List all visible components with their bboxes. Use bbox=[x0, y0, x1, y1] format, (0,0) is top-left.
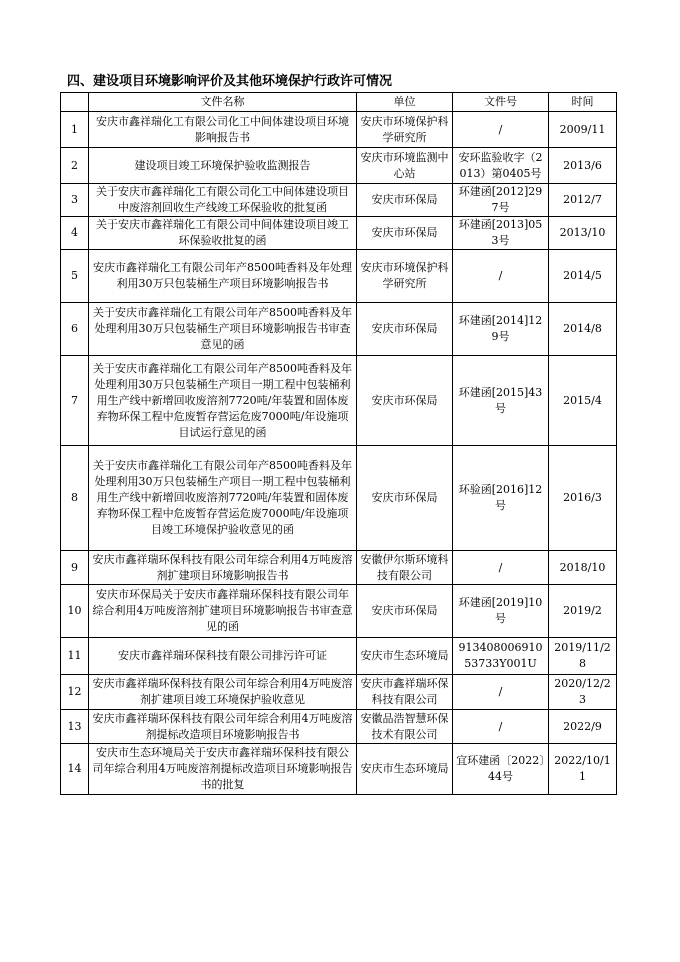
row-date: 2015/4 bbox=[549, 356, 617, 446]
section-heading: 四、建设项目环境影响评价及其他环境保护行政许可情况 bbox=[67, 74, 393, 89]
row-date: 2020/12/23 bbox=[549, 675, 617, 710]
table-row bbox=[61, 356, 617, 446]
table-row bbox=[61, 710, 617, 744]
table-body bbox=[61, 112, 617, 795]
row-file-name: 安庆市鑫祥瑞化工有限公司年产8500吨香料及年处理利用30万只包装桶生产项目环境影响报告书 bbox=[89, 250, 357, 303]
row-document-number: 环建函[2012]297号 bbox=[453, 184, 549, 217]
row-unit: 安庆市环保局 bbox=[357, 184, 453, 217]
table-row bbox=[61, 446, 617, 551]
table-row bbox=[61, 638, 617, 675]
row-date: 2012/7 bbox=[549, 184, 617, 217]
header-document-number: 文件号 bbox=[453, 93, 549, 112]
row-unit: 安徽品浩智慧环保技术有限公司 bbox=[357, 710, 453, 744]
table-row bbox=[61, 303, 617, 356]
row-document-number: 91340800691053733Y001U bbox=[453, 638, 549, 675]
row-date: 2022/9 bbox=[549, 710, 617, 744]
row-unit: 安庆市环境监测中心站 bbox=[357, 148, 453, 184]
row-document-number: 环建函[2014]129号 bbox=[453, 303, 549, 356]
row-date: 2019/11/28 bbox=[549, 638, 617, 675]
row-document-number: / bbox=[453, 551, 549, 585]
header-file-name: 文件名称 bbox=[89, 93, 357, 112]
row-unit: 安庆市环保局 bbox=[357, 217, 453, 250]
header-index bbox=[61, 93, 89, 112]
header-unit: 单位 bbox=[357, 93, 453, 112]
row-unit: 安庆市环保局 bbox=[357, 585, 453, 638]
row-date: 2014/5 bbox=[549, 250, 617, 303]
row-file-name: 建设项目竣工环境保护验收监测报告 bbox=[89, 148, 357, 184]
row-document-number: 环建函[2015]43号 bbox=[453, 356, 549, 446]
row-file-name: 安庆市鑫祥瑞环保科技有限公司年综合利用4万吨废溶剂扩建项目环境影响报告书 bbox=[89, 551, 357, 585]
row-index: 3 bbox=[61, 184, 89, 217]
row-document-number: 环建函[2013]053号 bbox=[453, 217, 549, 250]
row-unit: 安庆市生态环境局 bbox=[357, 744, 453, 795]
table-row bbox=[61, 675, 617, 710]
permits-table bbox=[60, 92, 617, 795]
row-document-number: 环建函[2019]10号 bbox=[453, 585, 549, 638]
row-document-number: 安环监验收字（2013）第0405号 bbox=[453, 148, 549, 184]
row-date: 2018/10 bbox=[549, 551, 617, 585]
row-file-name: 安庆市鑫祥瑞化工有限公司化工中间体建设项目环境影响报告书 bbox=[89, 112, 357, 148]
table-row bbox=[61, 217, 617, 250]
table-row bbox=[61, 551, 617, 585]
row-file-name: 关于安庆市鑫祥瑞化工有限公司年产8500吨香料及年处理利用30万只包装桶生产项目一期工程中包装桶利用生产线中新增回收废溶剂7720吨/年装置和固体废弃物环保工程中危废暂存营运危废7000吨/年设施项目竣工环境保护验收意见的函 bbox=[89, 446, 357, 551]
row-file-name: 关于安庆市鑫祥瑞化工有限公司年产8500吨香料及年处理利用30万只包装桶生产项目一期工程中包装桶利用生产线中新增回收废溶剂7720吨/年装置和固体废弃物环保工程中危废暂存营运危废7000吨/年设施项目试运行意见的函 bbox=[89, 356, 357, 446]
row-file-name: 安庆市鑫祥瑞环保科技有限公司排污许可证 bbox=[89, 638, 357, 675]
table-row bbox=[61, 250, 617, 303]
header-date: 时间 bbox=[549, 93, 617, 112]
row-document-number: / bbox=[453, 675, 549, 710]
row-file-name: 关于安庆市鑫祥瑞化工有限公司年产8500吨香料及年处理利用30万只包装桶生产项目环境影响报告书审查意见的函 bbox=[89, 303, 357, 356]
row-date: 2013/6 bbox=[549, 148, 617, 184]
row-unit: 安庆市环境保护科学研究所 bbox=[357, 250, 453, 303]
row-date: 2022/10/11 bbox=[549, 744, 617, 795]
row-unit: 安庆市环保局 bbox=[357, 356, 453, 446]
row-date: 2009/11 bbox=[549, 112, 617, 148]
table-row bbox=[61, 585, 617, 638]
table-row bbox=[61, 184, 617, 217]
row-document-number: 宜环建函〔2022〕44号 bbox=[453, 744, 549, 795]
row-file-name: 安庆市生态环境局关于安庆市鑫祥瑞环保科技有限公司年综合利用4万吨废溶剂提标改造项目环境影响报告书的批复 bbox=[89, 744, 357, 795]
row-unit: 安庆市环境保护科学研究所 bbox=[357, 112, 453, 148]
row-index: 2 bbox=[61, 148, 89, 184]
row-index: 11 bbox=[61, 638, 89, 675]
row-index: 8 bbox=[61, 446, 89, 551]
row-file-name: 关于安庆市鑫祥瑞化工有限公司化工中间体建设项目中废溶剂回收生产线竣工环保验收的批复函 bbox=[89, 184, 357, 217]
row-date: 2014/8 bbox=[549, 303, 617, 356]
table-header-row bbox=[61, 93, 617, 112]
row-document-number: / bbox=[453, 250, 549, 303]
row-date: 2019/2 bbox=[549, 585, 617, 638]
row-file-name: 关于安庆市鑫祥瑞化工有限公司中间体建设项目竣工环保验收批复的函 bbox=[89, 217, 357, 250]
table-row bbox=[61, 148, 617, 184]
row-unit: 安庆市环保局 bbox=[357, 303, 453, 356]
row-file-name: 安庆市鑫祥瑞环保科技有限公司年综合利用4万吨废溶剂扩建项目竣工环境保护验收意见 bbox=[89, 675, 357, 710]
table-row bbox=[61, 744, 617, 795]
row-index: 10 bbox=[61, 585, 89, 638]
row-file-name: 安庆市鑫祥瑞环保科技有限公司年综合利用4万吨废溶剂提标改造项目环境影响报告书 bbox=[89, 710, 357, 744]
row-index: 7 bbox=[61, 356, 89, 446]
table-row bbox=[61, 112, 617, 148]
row-unit: 安庆市环保局 bbox=[357, 446, 453, 551]
row-document-number: 环验函[2016]12号 bbox=[453, 446, 549, 551]
row-file-name: 安庆市环保局关于安庆市鑫祥瑞环保科技有限公司年综合利用4万吨废溶剂扩建项目环境影响报告书审查意见的函 bbox=[89, 585, 357, 638]
row-index: 1 bbox=[61, 112, 89, 148]
row-index: 14 bbox=[61, 744, 89, 795]
row-document-number: / bbox=[453, 112, 549, 148]
row-unit: 安庆市鑫祥瑞环保科技有限公司 bbox=[357, 675, 453, 710]
row-document-number: / bbox=[453, 710, 549, 744]
row-index: 12 bbox=[61, 675, 89, 710]
row-unit: 安徽伊尔斯环境科技有限公司 bbox=[357, 551, 453, 585]
row-unit: 安庆市生态环境局 bbox=[357, 638, 453, 675]
row-index: 9 bbox=[61, 551, 89, 585]
row-index: 6 bbox=[61, 303, 89, 356]
row-index: 4 bbox=[61, 217, 89, 250]
row-date: 2016/3 bbox=[549, 446, 617, 551]
row-index: 5 bbox=[61, 250, 89, 303]
row-date: 2013/10 bbox=[549, 217, 617, 250]
row-index: 13 bbox=[61, 710, 89, 744]
